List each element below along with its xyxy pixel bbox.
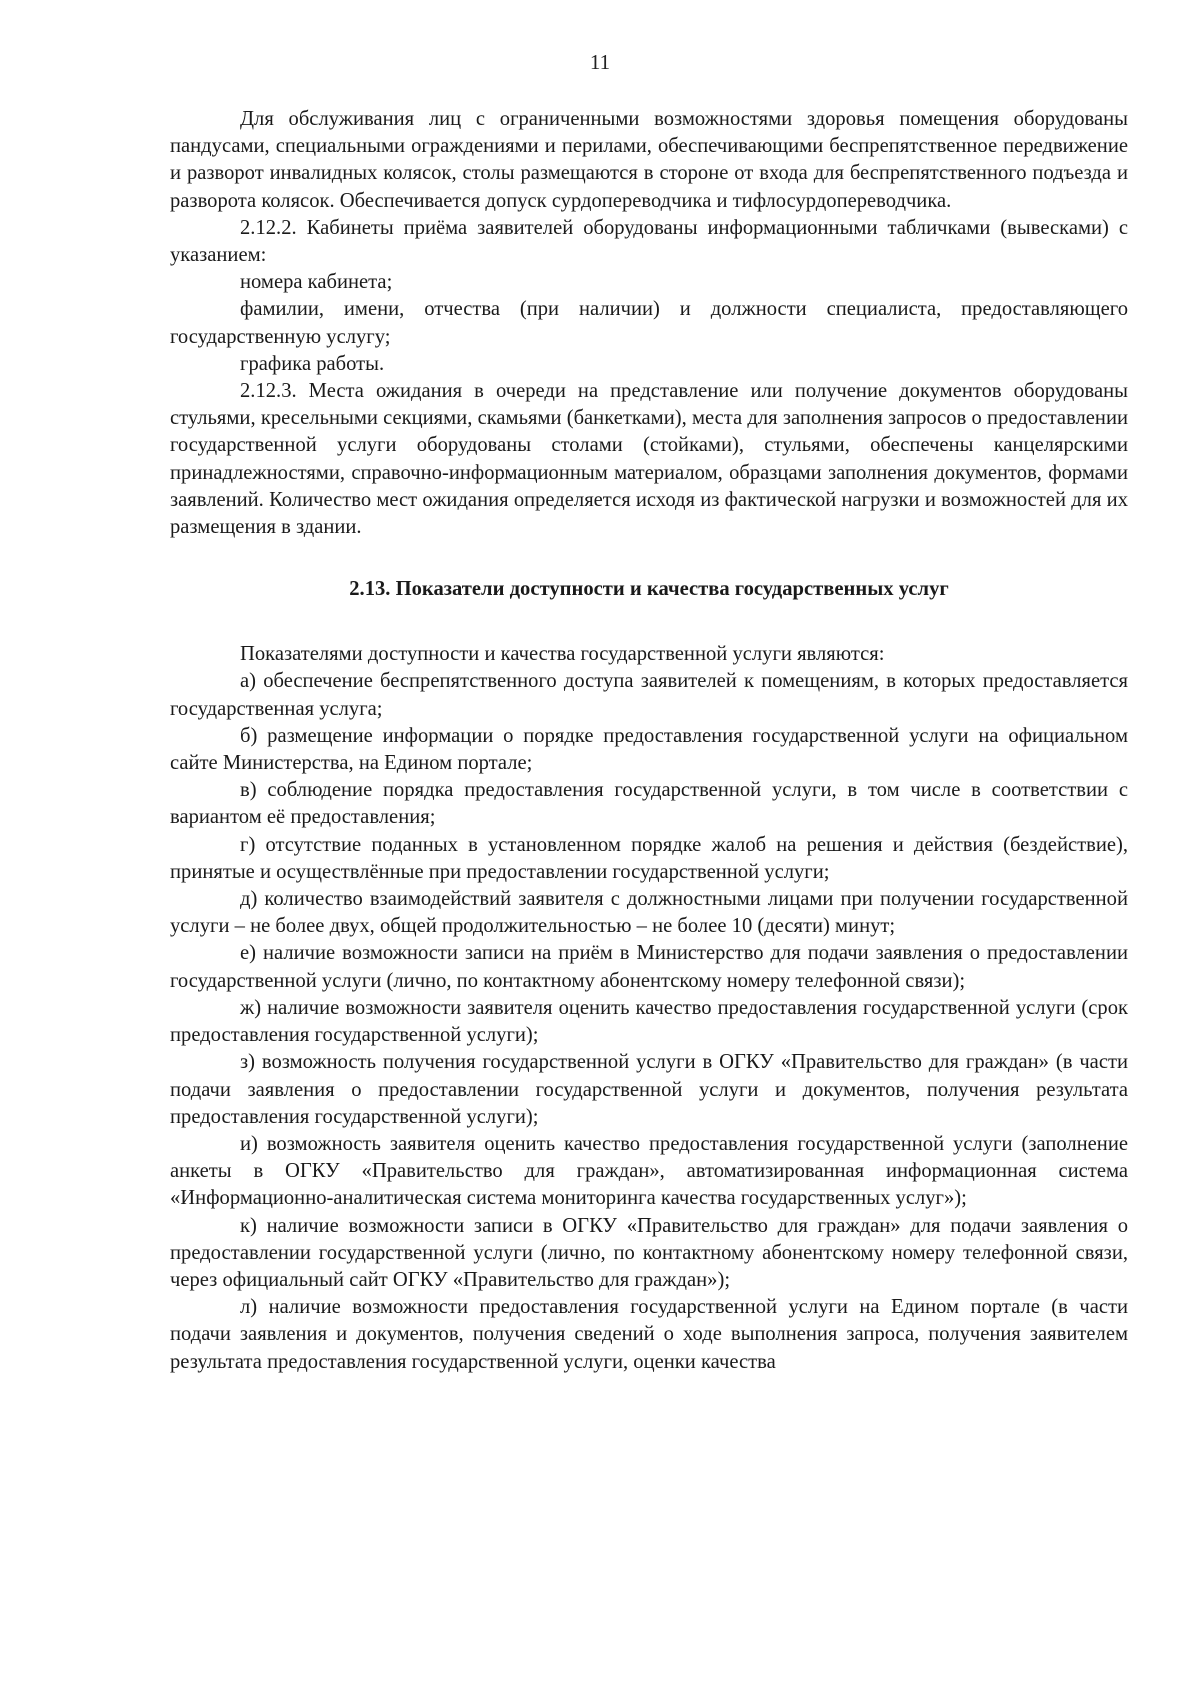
- paragraph-accessibility: Для обслуживания лиц с ограниченными возможностями здоровья помещения оборудованы пандусами, специальными ограждениями и перилами, обеспечивающими беспрепятственное передвижение и разворот инвалидных колясок, столы размещаются в стороне от входа для беспрепятственного подъезда и разворота колясок. Обеспечивается допуск сурдопереводчика и тифлосурдопереводчика.: [170, 108, 1128, 212]
- list-item-v: в) соблюдение порядка предоставления государственной услуги, в том числе в соответствии с вариантом её предоставления;: [170, 779, 1128, 829]
- list-item-b: б) размещение информации о порядке предоставления государственной услуги на официальном сайте Министерства, на Едином портале;: [170, 724, 1128, 775]
- list-item-d: д) количество взаимодействий заявителя с должностными лицами при получении государственной услуги – не более двух, общей продолжительностью – не более 10 (десяти) минут;: [170, 888, 1128, 938]
- list-item-a: а) обеспечение беспрепятственного доступа заявителей к помещениям, в которых предоставляется государственная услуга;: [170, 670, 1128, 720]
- page-number: 11: [589, 50, 611, 74]
- list-item-l: л) наличие возможности предоставления государственной услуги на Едином портале (в части подачи заявления и документов, получения сведений о ходе выполнения запроса, получения заявителем результата предоставления государственной услуги, оценки качества: [170, 1296, 1128, 1373]
- list-item-i: и) возможность заявителя оценить качество предоставления государственной услуги (заполнение анкеты в ОГКУ «Правительство для граждан», автоматизированная информационная система «Информационно-аналитическая система мониторинга качества государственных услуг»);: [170, 1132, 1128, 1210]
- section-heading: 2.13. Показатели доступности и качества государственных услуг: [349, 578, 949, 601]
- list-item: номера кабинета;: [240, 271, 393, 294]
- list-item-zh: ж) наличие возможности заявителя оценить качество предоставления государственной услуги (срок предоставления государственной услуги);: [170, 996, 1128, 1047]
- list-item: фамилии, имени, отчества (при наличии) и должности специалиста, предоставляющего государственную услугу;: [170, 298, 1128, 348]
- list-item-k: к) наличие возможности записи в ОГКУ «Правительство для граждан» для подачи заявления о предоставлении государственной услуги (лично, по контактному абонентскому номеру телефонной связи, через официальный сайт ОГКУ «Правительство для граждан»);: [170, 1214, 1128, 1291]
- paragraph-2-12-2: 2.12.2. Кабинеты приёма заявителей оборудованы информационными табличками (вывесками) с указанием:: [170, 216, 1128, 267]
- paragraph-2-12-3: 2.12.3. Места ожидания в очереди на представление или получение документов оборудованы стульями, кресельными секциями, скамьями (банкетками), места для заполнения запросов о предоставлении государственной услуги оборудованы столами (стойками), стульями, обеспечены канцелярскими принадлежностями, справочно-информационным материалом, образцами заполнения документов, формами заявлений. Количество мест ожидания определяется исходя из фактической нагрузки и возможностей для их размещения в здании.: [170, 380, 1128, 539]
- list-item: графика работы.: [240, 352, 385, 375]
- list-item-e: е) наличие возможности записи на приём в Министерство для подачи заявления о предоставлении государственной услуги (лично, по контактному абонентскому номеру телефонной связи);: [170, 942, 1128, 992]
- section-intro: Показателями доступности и качества государственной услуги являются:: [240, 643, 885, 666]
- list-item-z: з) возможность получения государственной услуги в ОГКУ «Правительство для граждан» (в части подачи заявления о предоставлении государственной услуги и документов, получения результата предоставления государственной услуги);: [170, 1051, 1128, 1128]
- list-item-g: г) отсутствие поданных в установленном порядке жалоб на решения и действия (бездействие), принятые и осуществлённые при предоставлении государственной услуги;: [170, 833, 1128, 883]
- document-body: [170, 106, 1128, 1376]
